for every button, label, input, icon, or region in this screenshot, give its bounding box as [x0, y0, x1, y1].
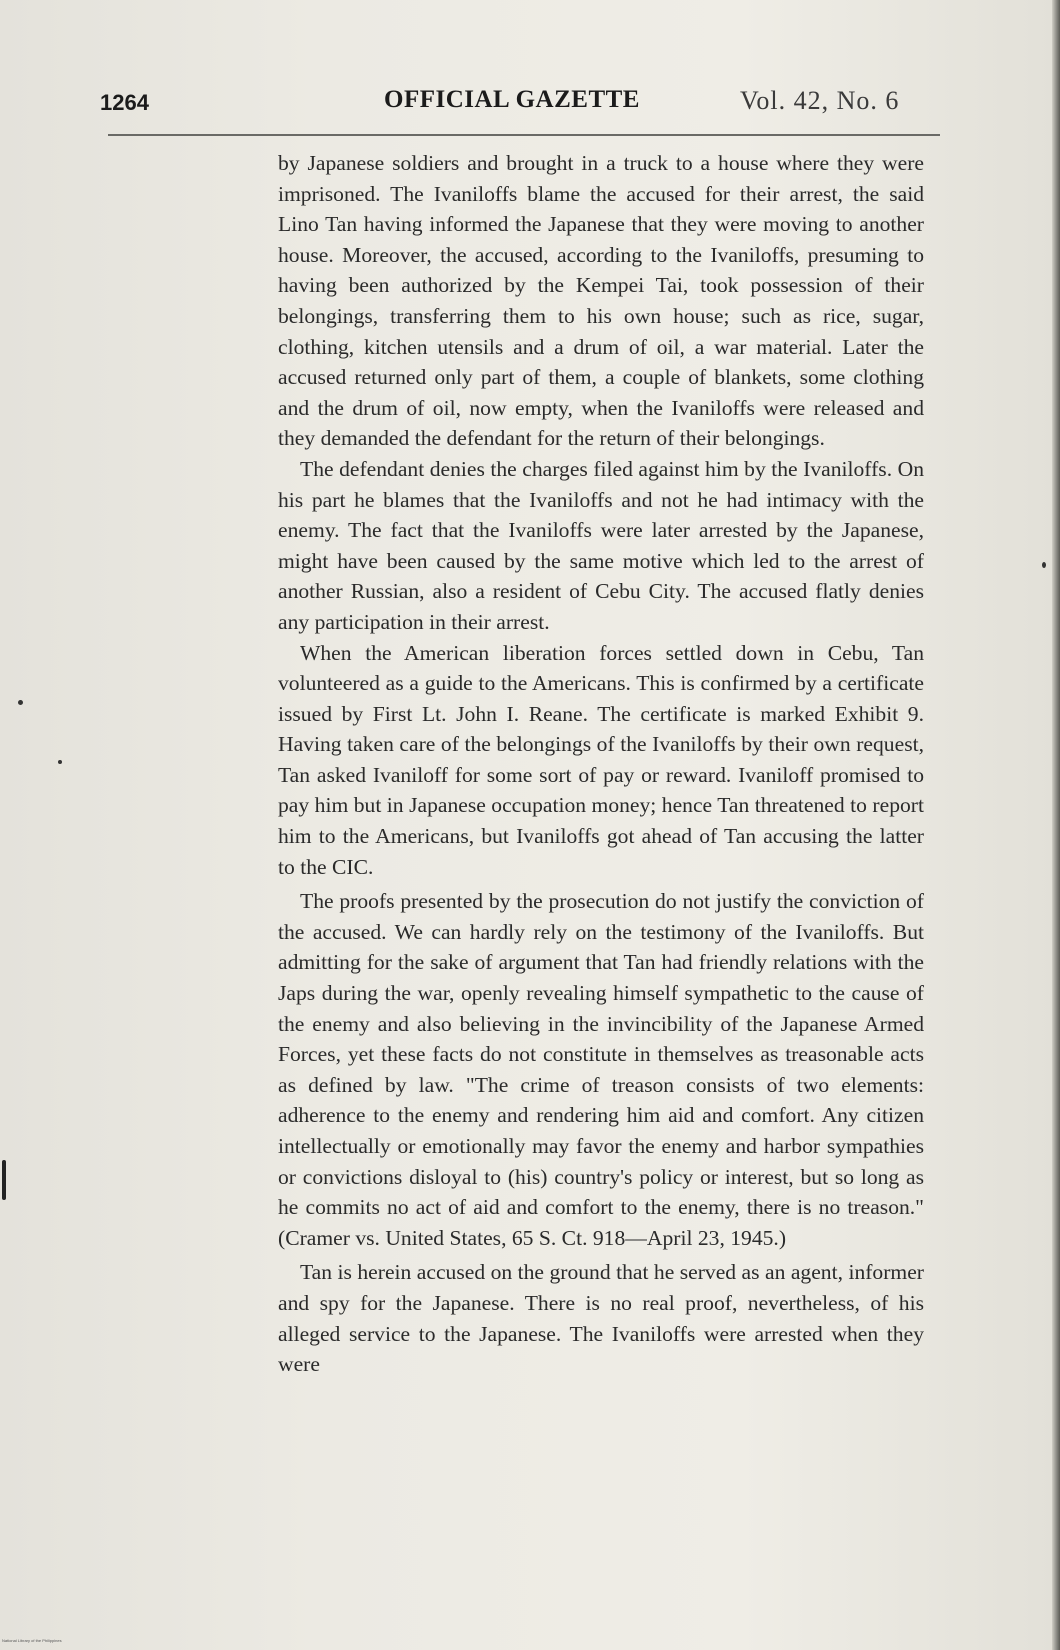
paragraph-1: by Japanese soldiers and brought in a truck to a house where they were imprisoned. The Ivaniloffs blame the accused for their arrest, the said Lino Tan having informed the Japanese that they were moving to another house. Moreover, the accused, according to the Ivaniloffs, presuming to having been authorized by the Kempei Tai, took possession of their belongings, transferring them to his own house; such as rice, sugar, clothing, kitchen utensils and a drum of oil, a war material. Later the accused returned only part of them, a couple of blankets, some clothing and the drum of oil, now empty, when the Ivaniloffs were released and they demanded the defendant for the return of their belongings.: [278, 151, 924, 451]
scan-speck: [58, 760, 62, 764]
page-header: [100, 84, 940, 124]
scan-speck: [1042, 562, 1046, 568]
volume-issue: Vol. 42, No. 6: [740, 86, 900, 115]
footer-credit: National Library of the Philippines: [2, 1638, 62, 1643]
publication-title: OFFICIAL GAZETTE: [384, 86, 640, 113]
article-body: [278, 148, 924, 1380]
page-edge-shadow: [1052, 0, 1060, 1650]
paragraph-2: The defendant denies the charges filed against him by the Ivaniloffs. On his part he blames that the Ivaniloffs and not he had intimacy with the enemy. The fact that the Ivaniloffs were later arrested by the Japanese, might have been caused by the same motive which led to the arrest of another Russian, also a resident of Cebu City. The accused flatly denies any participation in their arrest.: [278, 456, 924, 634]
page-number: 1264: [100, 90, 149, 115]
scan-speck: [18, 700, 23, 705]
paragraph-4: The proofs presented by the prosecution do not justify the conviction of the accused. We can hardly rely on the testimony of the Ivaniloffs. But admitting for the sake of argument that Tan had friendly relations with the Japs during the war, openly revealing himself sympathetic to the cause of the enemy and also believing in the invincibility of the Japanese Armed Forces, yet these facts do not constitute in themselves as treasonable acts as defined by law. "The crime of treason consists of two elements: adherence to the enemy and rendering him aid and comfort. Any citizen intellectually or emotionally may favor the enemy and harbor sympathies or convictions disloyal to (his) country's policy or interest, but so long as he commits no act of aid and comfort to the enemy, there is no treason." (Cramer vs. United States, 65 S. Ct. 918—April 23, 1945.): [278, 889, 924, 1250]
scan-margin-mark: [2, 1160, 6, 1200]
paragraph-5: Tan is herein accused on the ground that he served as an agent, informer and spy for the Japanese. There is no real proof, nevertheless, of his alleged service to the Japanese. The Ivaniloffs were arrested when they were: [278, 1260, 924, 1377]
header-rule: [108, 134, 940, 136]
paragraph-3: When the American liberation forces settled down in Cebu, Tan volunteered as a guide to the Americans. This is confirmed by a certificate issued by First Lt. John I. Reane. The certificate is marked Exhibit 9. Having taken care of the belongings of the Ivaniloffs by their own request, Tan asked Ivaniloff for some sort of pay or reward. Ivaniloff promised to pay him but in Japanese occupation money; hence Tan threatened to report him to the Americans, but Ivaniloffs got ahead of Tan accusing the latter to the CIC.: [278, 640, 924, 879]
